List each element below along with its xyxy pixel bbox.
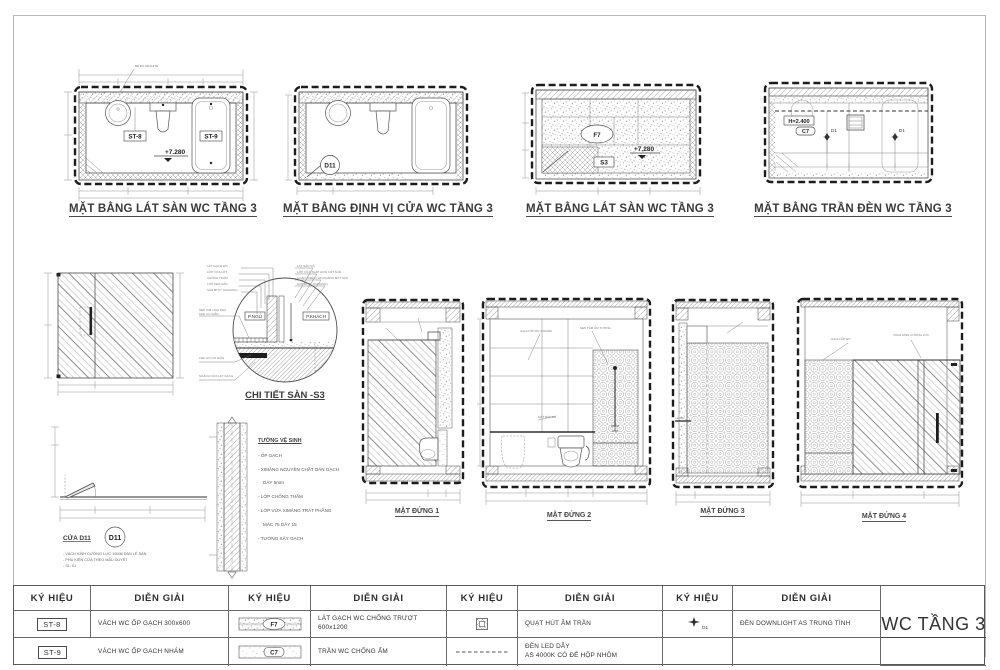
- svg-text:+7.280: +7.280: [634, 146, 655, 153]
- e3-leader: [727, 322, 743, 333]
- svg-text:HOÀN THIỆN LÀM PHẲNG MẶT SÀN: HOÀN THIỆN LÀM PHẲNG MẶT SÀN: [297, 276, 349, 280]
- svg-text:C7: C7: [802, 129, 809, 136]
- tag-f7: [581, 125, 613, 143]
- svg-text:D11: D11: [108, 534, 122, 542]
- legend-header-sym-4: KÝ HIỆU: [663, 586, 733, 611]
- plan1-title: MẶT BẰNG LÁT SÀN WC TẦNG 3: [69, 203, 257, 215]
- legend-header-desc-3: DIỄN GIẢI: [518, 586, 663, 611]
- legend-sym-empty: [663, 638, 733, 666]
- e3-mosaic-panel: [687, 343, 768, 473]
- svg-text:LỚP VỮA LÓT: LỚP VỮA LÓT: [207, 270, 228, 274]
- f7-swatch-icon: [238, 617, 302, 631]
- svg-text:F7: F7: [269, 622, 278, 629]
- quat-hut-icon: [475, 617, 489, 631]
- svg-text:- PHỤ KIỆN CỬA THEO MẪU DUYỆT: - PHỤ KIỆN CỬA THEO MẪU DUYỆT: [63, 558, 128, 562]
- e4-glass-door: [853, 360, 960, 474]
- e1-stone-column: [438, 328, 452, 428]
- toilet-plan-icon: [370, 103, 396, 134]
- legend-desc-d1: ĐÈN DOWNLIGHT AS TRUNG TÍNH: [733, 611, 881, 638]
- legend-header-desc-1: DIỄN GIẢI: [91, 586, 229, 611]
- ceiling-grid: [775, 103, 928, 172]
- e4-mosaic-panel: [805, 360, 853, 474]
- plan3-title: MẶT BẰNG LÁT SÀN WC TẦNG 3: [526, 203, 714, 215]
- door-handle: [936, 413, 939, 443]
- downlight-d1-b: [891, 128, 905, 167]
- e2-label-c: MẶT BÀN ĐÁ: [538, 415, 557, 419]
- svg-text:NẸP KIM LOẠI PHỦ: NẸP KIM LOẠI PHỦ: [199, 308, 227, 312]
- svg-text:H=2.400: H=2.400: [788, 118, 810, 125]
- e1-leaders: [386, 318, 422, 340]
- downlight-d1-a: [823, 128, 837, 167]
- legend-header-desc-4: DIỄN GIẢI: [733, 586, 881, 611]
- plan-ceiling-lights: [752, 55, 962, 205]
- sheet-title-block: [881, 586, 986, 666]
- legend-sym-st8: ST-8: [14, 611, 91, 638]
- wall-section-strip: [205, 415, 260, 580]
- elevation1-title: MẶT ĐỨNG 1: [394, 508, 440, 515]
- e2-label-b: SEN TẮM ÂM TƯỜNG: [580, 326, 611, 330]
- led-day-icon: [454, 648, 510, 656]
- toilet-plan-icon: [150, 103, 176, 132]
- e4-dimensions: [801, 491, 959, 507]
- elevation-3: [665, 288, 780, 528]
- svg-text:KHE CO GIÃN: KHE CO GIÃN: [199, 312, 219, 316]
- sheet-title: WC TẦNG 3: [881, 614, 985, 638]
- door-dimensions: [51, 427, 205, 522]
- floor-detail-title: CHI TIẾT SÀN -S3: [245, 390, 325, 401]
- plan1-note-leader: [120, 69, 134, 92]
- svg-text:ST-8: ST-8: [128, 133, 142, 141]
- svg-text:P.KHÁCH: P.KHÁCH: [306, 314, 326, 319]
- plan4-title: MẶT BẰNG TRẦN ĐÈN WC TẦNG 3: [754, 203, 952, 215]
- svg-text:- VÁCH KÍNH CƯỜNG LỰC 10MM DÁN: - VÁCH KÍNH CƯỜNG LỰC 10MM DÁN LÊ SÀN: [63, 552, 147, 556]
- e3-dimensions: [676, 491, 770, 506]
- corner-shelf-lines: [86, 158, 103, 173]
- svg-text:D1: D1: [899, 128, 905, 133]
- bathtub-plan-icon: [412, 98, 450, 173]
- svg-text:LÁT GẠCH WC: LÁT GẠCH WC: [207, 264, 228, 268]
- legend-desc-st8: VÁCH WC ỐP GẠCH 300x600: [91, 611, 229, 638]
- svg-text:+7.280: +7.280: [165, 149, 186, 156]
- legend-desc-empty: [733, 638, 881, 666]
- elevation2-title: MẶT ĐỨNG 2: [546, 512, 592, 519]
- plan1-note: BỆ ĐÁ GRANITE: [135, 64, 159, 68]
- svg-text:LỚP VỮA THẤP HƠN CỐT SÀN: LỚP VỮA THẤP HƠN CỐT SÀN: [297, 270, 341, 274]
- downlight-d1-icon: [685, 616, 711, 632]
- door-notes: [63, 551, 147, 568]
- legend-sym-st9: ST-9: [14, 638, 91, 666]
- level-marker-plan1: [154, 149, 188, 162]
- svg-text:- SL: 01: - SL: 01: [63, 564, 77, 568]
- wall-finish-notes: TƯỜNG VỆ SINH - ỐP GẠCH - XIMĂNG NGUYÊN CHẤT DÁN GẠCH DÀY 5mm - LỚP CHỐNG THẤM - LỚP VỮA XIMĂNG TRÁT PHẲNG MÁC 75 DÀY 15 - TƯỜNG XÂY GẠCH: [258, 430, 368, 542]
- ac-vent-icon: [847, 115, 864, 130]
- svg-text:S3: S3: [600, 159, 608, 167]
- legend-sym-c7: [229, 638, 311, 666]
- legend-header-desc-2: DIỄN GIẢI: [311, 586, 447, 611]
- e2-label-a: GẠCH ỐP WC 300x600: [520, 329, 552, 333]
- svg-text:C7: C7: [269, 650, 278, 657]
- legend-header-sym-2: KÝ HIỆU: [229, 586, 311, 611]
- e4-label-b: VÁCH KÍNH CƯỜNG LỰC: [893, 333, 930, 337]
- elevation-4: [793, 288, 975, 538]
- legend-desc-st9: VÁCH WC ỐP GẠCH NHÁM: [91, 638, 229, 666]
- legend-desc-f7: LÁT GẠCH WC CHỐNG TRƯỢT 600x1200: [311, 611, 447, 638]
- e3-niche: [687, 326, 707, 343]
- tag-s3: [594, 157, 614, 167]
- elevation4-title: MẶT ĐỨNG 4: [861, 513, 907, 520]
- svg-text:D1: D1: [831, 128, 837, 133]
- legend-header-sym-1: KÝ HIỆU: [14, 586, 91, 611]
- c7-swatch-icon: [238, 645, 302, 659]
- legend-desc-fan: QUẠT HÚT ÂM TRẦN: [518, 611, 663, 638]
- legend-sym-d1: [663, 611, 733, 638]
- elevation-2: [480, 288, 658, 533]
- break-mark-top: [228, 417, 236, 423]
- svg-text:D11: D11: [324, 162, 336, 170]
- door-d11-detail: [35, 415, 230, 580]
- svg-text:D1: D1: [701, 626, 708, 631]
- glass-panel-detail: [40, 255, 220, 405]
- svg-text:SÀN BTCT (KHOANG): SÀN BTCT (KHOANG): [297, 282, 328, 286]
- svg-text:CỬA D11: CỬA D11: [63, 535, 91, 542]
- legend-sym-f7: [229, 611, 311, 638]
- svg-text:NGẠCH CỬA LÁT GẠCH: NGẠCH CỬA LÁT GẠCH: [199, 374, 234, 378]
- plan2-title: MẶT BẰNG ĐỊNH VỊ CỬA WC TẦNG 3: [283, 203, 493, 215]
- tag-d11: [321, 156, 340, 175]
- legend-table: [13, 585, 985, 665]
- svg-text:ST-9: ST-9: [204, 133, 218, 141]
- legend-desc-c7: TRẦN WC CHỐNG ẨM: [311, 638, 447, 666]
- svg-text:+2.400: +2.400: [675, 416, 685, 420]
- door-detail-caption: [63, 527, 125, 547]
- glass-pane: [58, 273, 173, 378]
- legend-sym-led: [447, 638, 518, 666]
- svg-text:CHỐNG THẤM: CHỐNG THẤM: [207, 276, 228, 280]
- tag-st9: [200, 131, 222, 141]
- wall-notes-title: TƯỜNG VỆ SINH: [258, 437, 302, 444]
- svg-text:SÀN BTCT (KHOANG): SÀN BTCT (KHOANG): [207, 288, 238, 292]
- plan3-floor: [542, 99, 690, 179]
- svg-text:F7: F7: [593, 131, 601, 139]
- legend-sym-fan: [447, 611, 518, 638]
- plan-floor-tiling: [58, 55, 268, 205]
- door-leaf: [65, 475, 96, 498]
- plan-door-location: [283, 55, 493, 205]
- door-handle: [90, 307, 93, 335]
- plan-floor-pattern: [520, 55, 720, 205]
- ceiling-height-tag: [784, 116, 814, 125]
- e4-label-a: GẠCH ỐP WC: [831, 337, 851, 341]
- e1-dimensions: [366, 489, 460, 504]
- tag-c7: [796, 127, 815, 135]
- plan4-dim-line: [775, 163, 928, 171]
- svg-text:LỚP KEO DÁN: LỚP KEO DÁN: [207, 282, 228, 286]
- break-mark-bottom: [228, 572, 236, 578]
- svg-text:KHE HỞ CO GIÃN: KHE HỞ CO GIÃN: [199, 356, 225, 360]
- svg-text:P.NGỦ: P.NGỦ: [248, 314, 262, 319]
- elevation3-title: MẶT ĐỨNG 3: [700, 508, 745, 515]
- legend-header-sym-3: KÝ HIỆU: [447, 586, 518, 611]
- floor-detail-s3: [195, 258, 360, 408]
- svg-text:LÁT SÀN GỖ: LÁT SÀN GỖ: [297, 264, 315, 268]
- plan4-walls: [769, 88, 928, 178]
- legend-desc-led: ĐÈN LED DÂY AS 4000K CÓ ĐẾ HỘP NHÔM: [518, 638, 663, 666]
- elevation-1: [358, 288, 476, 520]
